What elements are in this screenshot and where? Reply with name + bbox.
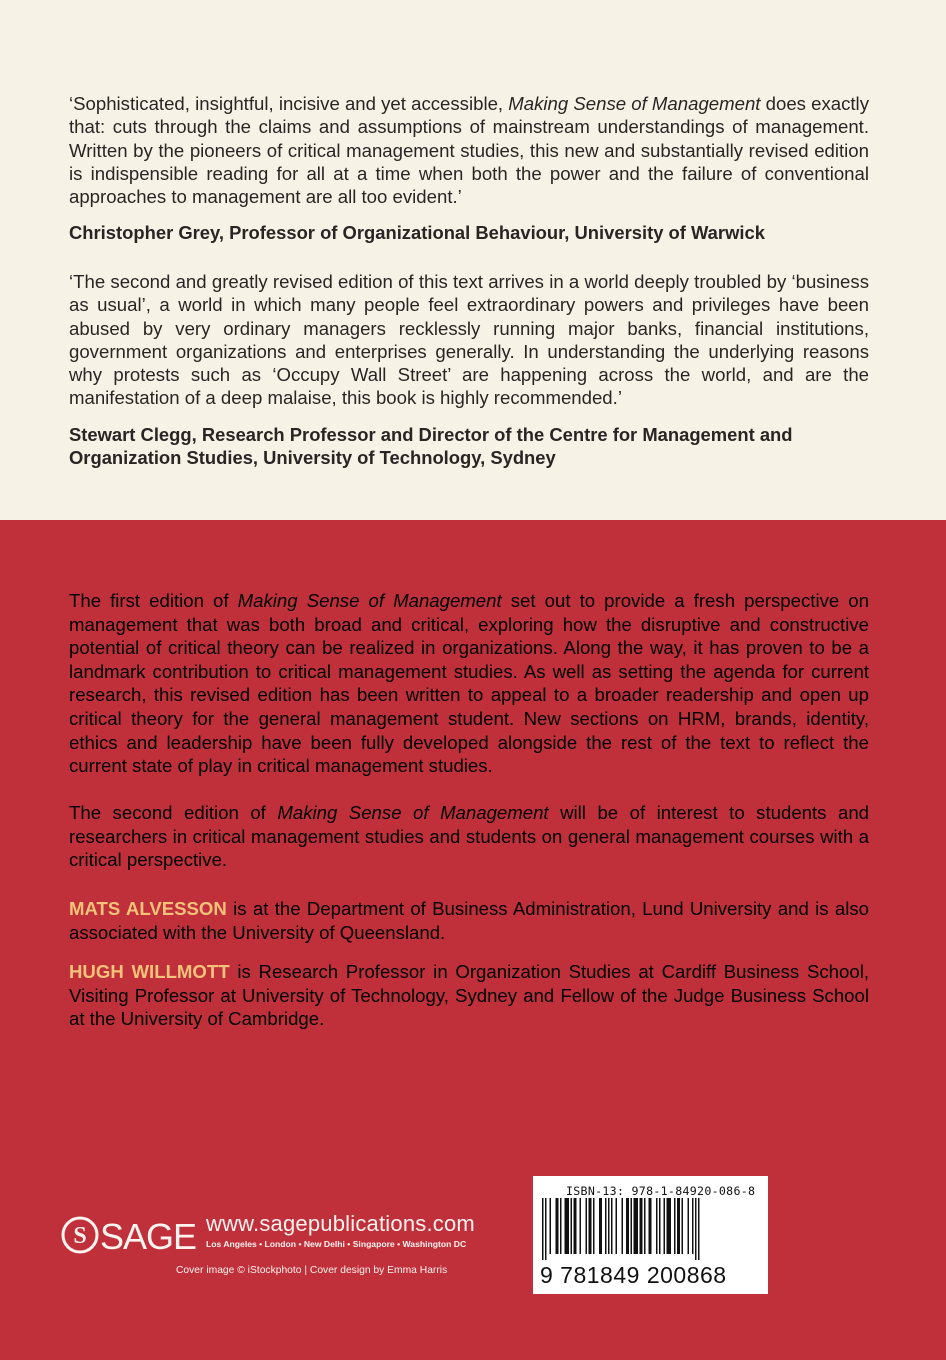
book-title: Making Sense of Management xyxy=(508,93,761,114)
sage-logo xyxy=(60,1212,200,1258)
sage-logo-s-icon: S xyxy=(73,1223,87,1249)
barcode-bar xyxy=(611,1198,613,1254)
barcode-bar xyxy=(649,1198,652,1254)
sage-logo-wordmark: SAGE xyxy=(100,1216,197,1257)
description-text: will be of interest to students and researchers in critical management studies and students on general management courses with a critical perspective. xyxy=(69,802,870,871)
barcode-bar xyxy=(682,1198,684,1254)
barcode-bar xyxy=(677,1198,680,1254)
barcode-bar xyxy=(667,1198,672,1254)
barcode-bar xyxy=(599,1198,602,1254)
barcode-bar xyxy=(556,1198,559,1254)
barcode-bar xyxy=(644,1198,646,1254)
endorsement-quote-clegg: ‘The second and greatly revised edition of this text arrives in a world deeply troubled by ‘business as usual’, a world in which many people feel extraordinary powers and privileges have been abused by very ordinary managers recklessly running major banks, financial institutions, government organizations and enterprises generally. In understanding the underlying reasons why protests such as ‘Occupy Wall Street’ are happening across the world, and are the manifestation of a deep malaise, this book is highly recommended.’ xyxy=(69,271,869,409)
barcode-bar xyxy=(695,1198,697,1260)
author-name: MATS ALVESSON xyxy=(69,898,227,919)
description-paragraph-2 xyxy=(69,801,869,872)
endorsement-attribution-grey: Christopher Grey, Professor of Organizational Behaviour, University of Warwick xyxy=(69,222,765,243)
author-bio-alvesson xyxy=(69,897,869,944)
barcode-bar xyxy=(616,1198,618,1254)
barcode-bar xyxy=(626,1198,629,1254)
quote-text: ‘Sophisticated, insightful, incisive and yet accessible, xyxy=(69,93,509,114)
barcode-bar xyxy=(545,1198,547,1260)
endorsements-panel xyxy=(0,0,946,520)
barcode-bar xyxy=(656,1198,658,1254)
barcode-bar xyxy=(688,1198,690,1254)
barcode-bar xyxy=(640,1198,643,1254)
description-paragraph-1 xyxy=(69,589,869,778)
barcode-bar xyxy=(608,1198,610,1254)
barcode-bar xyxy=(560,1198,562,1254)
publisher-cities: Los Angeles • London • New Delhi • Singapore • Washington DC xyxy=(206,1239,467,1249)
endorsement-attribution-clegg: Stewart Clegg, Research Professor and Director of the Centre for Management and Organization Studies, University of Technology, Sydney xyxy=(69,424,793,469)
barcode-icon xyxy=(538,1198,760,1260)
barcode-bar xyxy=(698,1198,700,1260)
endorsement-quote-grey xyxy=(69,92,869,208)
barcode-bar xyxy=(586,1198,588,1254)
isbn-label: ISBN-13: 978-1-84920-086-8 xyxy=(566,1184,756,1198)
author-bio-willmott xyxy=(69,960,869,1031)
barcode-bar xyxy=(664,1198,666,1254)
author-name: HUGH WILLMOTT xyxy=(69,961,230,982)
barcode-bar xyxy=(574,1198,577,1254)
barcode-bar xyxy=(589,1198,592,1254)
description-text: set out to provide a fresh perspective on management that was both broad and critical, exploring how the disruptive and constructive potential of critical theory can be realized in organizations. Along the way, it has proven to be a landmark contribution to critical management studies. As well as setting the agenda for current research, this revised edition has been written to appeal to a broader readership and open up critical theory for the general management student. New sections on HRM, brands, identity, ethics and leadership have been fully developed alongside the rest of the text to reflect the current state of play in critical management studies. xyxy=(69,590,869,777)
description-text: The second edition of xyxy=(69,802,278,823)
barcode-bar xyxy=(550,1198,552,1254)
barcode-bar xyxy=(634,1198,639,1254)
barcode-bar xyxy=(622,1198,624,1254)
publisher-url[interactable]: www.sagepublications.com xyxy=(206,1211,475,1236)
cover-credit: Cover image © iStockphoto | Cover design by Emma Harris xyxy=(176,1265,448,1276)
barcode-bar xyxy=(692,1198,694,1254)
barcode-bar xyxy=(659,1198,661,1254)
barcode-bar xyxy=(571,1198,573,1254)
barcode-bar xyxy=(565,1198,570,1254)
author-bio-text: is at the Department of Business Administration, Lund University and is also associated with the University of Queensland. xyxy=(69,898,869,943)
barcode-bar xyxy=(593,1198,595,1254)
barcode-bar xyxy=(542,1198,544,1260)
barcode-bar xyxy=(580,1198,582,1254)
quote-text: does exactly that: cuts through the claims and assumptions of mainstream understandings of management. Written by the pioneers of critical management studies, this new and substantially revised edition is indispensible reading for all at a time when both the power and the failure of conventional approaches to management are all too evident.’ xyxy=(69,93,869,208)
barcode-bar xyxy=(674,1198,676,1254)
book-title: Making Sense of Management xyxy=(277,802,549,823)
barcode-bar xyxy=(605,1198,607,1254)
barcode-digits: 9 781849 200868 xyxy=(540,1262,727,1288)
book-title: Making Sense of Management xyxy=(237,590,502,611)
description-text: The first edition of xyxy=(69,590,238,611)
author-bio-text: is Research Professor in Organization Studies at Cardiff Business School, Visiting Professor at University of Technology, Sydney and Fellow of the Judge Business School at the University of Cambridge. xyxy=(69,961,869,1030)
barcode-bar xyxy=(631,1198,633,1254)
